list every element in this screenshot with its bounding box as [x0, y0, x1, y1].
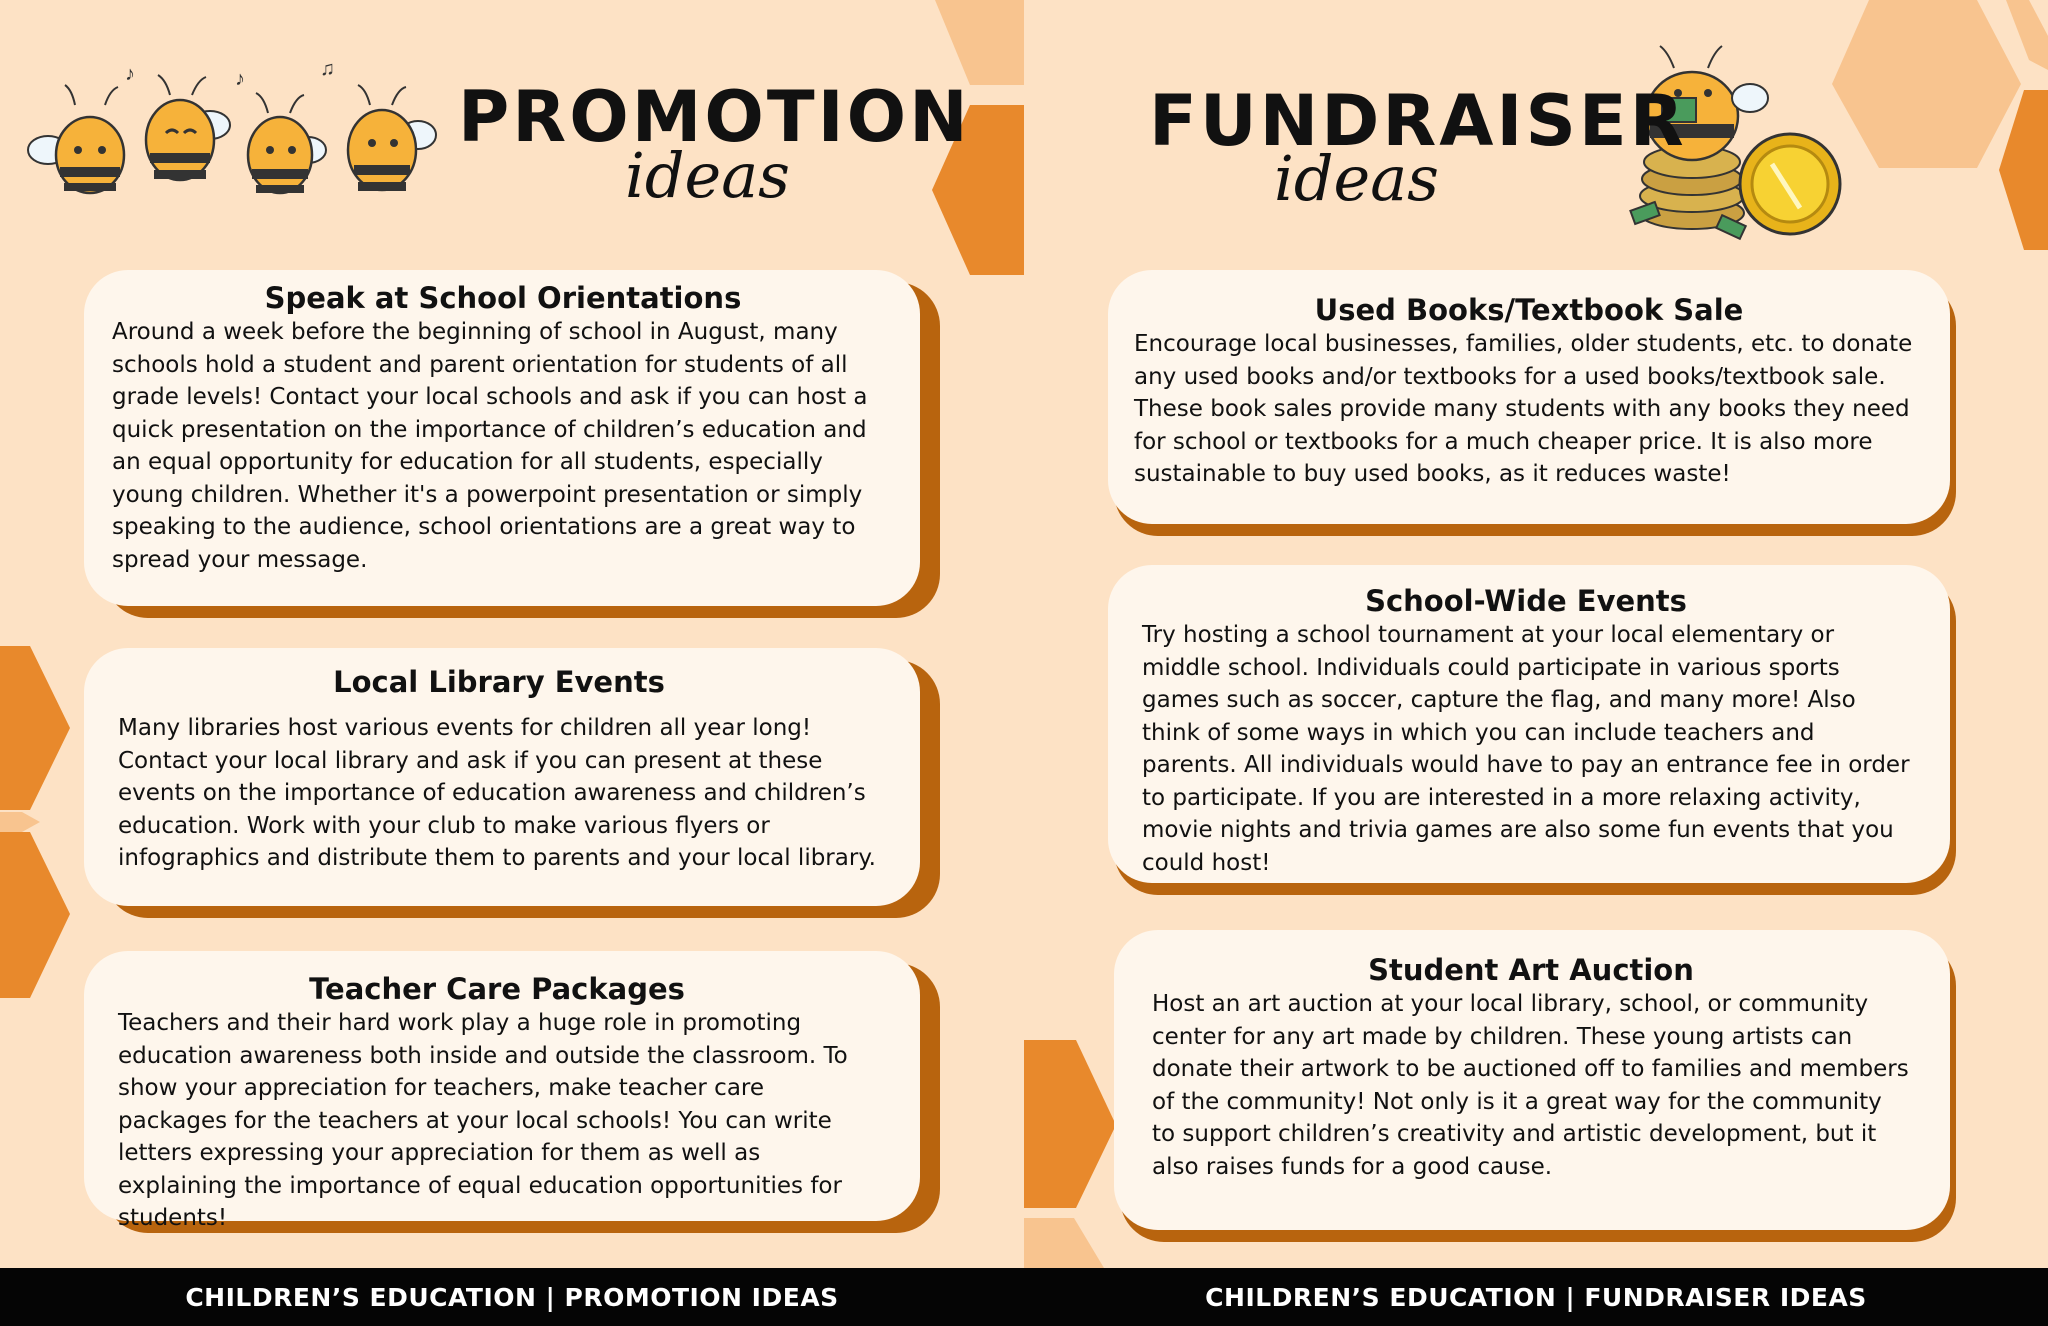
page-subtitle: ideas: [1274, 142, 1439, 215]
bee-icon: [146, 75, 230, 180]
dancing-bees-icon: [20, 55, 440, 225]
card-body: Many libraries host various events for children all year long! Contact your local library and ask if you can present at these events on the importance of education awareness and children’s education. Work with your club to make various flyers or infographics and distribute them to parents and your local library.: [118, 715, 876, 871]
idea-card: [1108, 565, 1950, 883]
card-heading: Student Art Auction: [1368, 953, 1694, 987]
footer-left: [0, 1268, 1024, 1326]
bee-icon: [348, 85, 436, 191]
card-body: Try hosting a school tournament at your local elementary or middle school. Individuals could participate in various sports games such as soccer, capture the flag, and many more! Also think of some ways in which you can include teachers and parents. All individuals would have to pay an entrance fee in order to participate. If you are interested in a more relaxing activity, movie nights and trivia games are also some fun events that you could host!: [1142, 622, 1910, 876]
honeycomb-hexagon: [1999, 90, 2048, 250]
honeycomb-hexagon: [0, 812, 40, 832]
card-heading: Local Library Events: [333, 665, 665, 699]
page-title: PROMOTION: [458, 76, 971, 158]
card-body: Encourage local businesses, families, older students, etc. to donate any used books and/or textbooks for a used books/textbook sale. These book sales provide many students with any books they need for school or textbooks for a much cheaper price. It is also more sustainable to buy used books, as it reduces waste!: [1134, 331, 1913, 487]
bee-icon: [28, 85, 124, 193]
idea-card: [84, 270, 920, 606]
footer-label: CHILDREN’S EDUCATION | PROMOTION IDEAS: [185, 1282, 839, 1312]
idea-card: [1108, 270, 1950, 524]
honeycomb-hexagon: [1024, 1218, 1104, 1268]
promotion-page: [0, 0, 1024, 1268]
footer-label: CHILDREN’S EDUCATION | FUNDRAISER IDEAS: [1205, 1282, 1867, 1312]
card-body: Around a week before the beginning of school in August, many schools hold a student and parent orientation for students of all grade levels! Contact your local schools and ask if you can host a quick presentation on the importance of children’s education and an equal opportunity for education for all students, especially young children. Whether it's a powerpoint presentation or simply speaking to the audience, school orientations are a great way to spread your message.: [112, 319, 868, 573]
card-heading: School-Wide Events: [1365, 584, 1687, 618]
music-note-icon: ♪: [125, 63, 135, 85]
honeycomb-hexagon: [935, 0, 1024, 85]
bee-icon: [248, 93, 326, 193]
honeycomb-hexagon: [0, 832, 70, 998]
card-heading: Speak at School Orientations: [264, 281, 742, 315]
idea-card: [1114, 930, 1950, 1230]
music-note-icon: ♫: [320, 58, 335, 80]
card-body: Host an art auction at your local library, school, or community center for any art made by children. These young artists can donate their artwork to be auctioned off to families and members of the community! Not only is it a great way for the community to support children’s creativity and artistic development, but it also raises funds for a good cause.: [1152, 991, 1909, 1180]
honeycomb-hexagon: [1024, 1040, 1116, 1208]
music-note-icon: ♪: [235, 68, 245, 90]
idea-card: [84, 648, 920, 906]
page-title: FUNDRAISER: [1149, 80, 1687, 162]
idea-card: [84, 951, 920, 1231]
footer-right: [1024, 1268, 2048, 1326]
card-heading: Teacher Care Packages: [309, 972, 685, 1006]
honeycomb-hexagon: [0, 646, 70, 810]
card-body: Teachers and their hard work play a huge role in promoting education awareness both inside and outside the classroom. To show your appreciation for teachers, make teacher care packages for the teachers at your local schools! You can write letters expressing your appreciation for them as well as explaining the importance of equal education opportunities for students!: [118, 1010, 848, 1231]
page-subtitle: ideas: [625, 139, 790, 212]
honeycomb-hexagon: [2006, 0, 2048, 70]
card-heading: Used Books/Textbook Sale: [1314, 293, 1744, 327]
fundraiser-page: [1024, 0, 2048, 1268]
